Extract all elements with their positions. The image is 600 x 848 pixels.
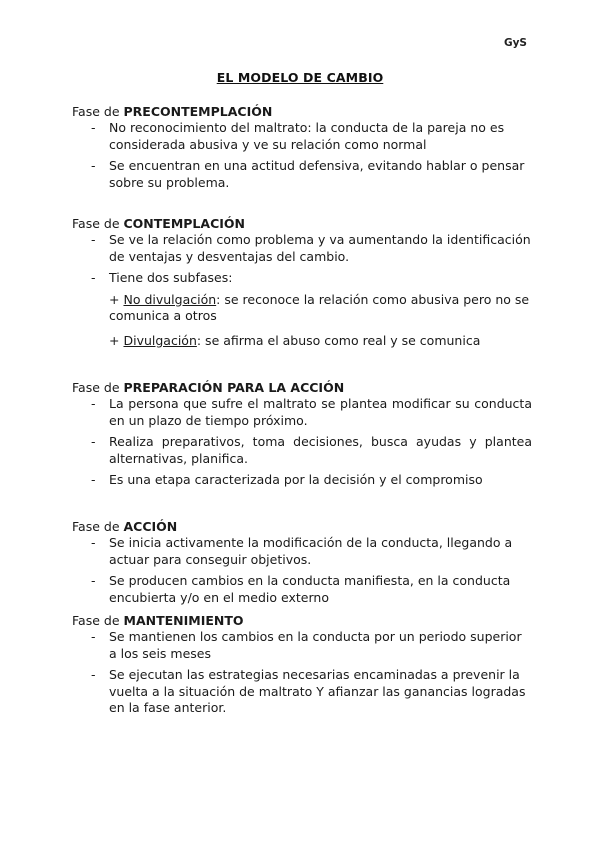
header-tag: GyS <box>503 37 527 49</box>
phase-heading <box>72 216 532 232</box>
subphase-marker: + <box>109 291 120 307</box>
list-item: - Se mantienen los cambios en la conducta por un periodo superior a los seis meses <box>72 629 532 662</box>
subphase-text: : se reconoce la relación como abusiva pero no se comunica a otros <box>109 291 530 323</box>
list-item: - Se inicia activamente la modificación de la conducta, llegando a actuar para conseguir objetivos. <box>72 535 532 568</box>
list-item: - Se producen cambios en la conducta manifiesta, en la conducta encubierta y/o en el medio externo <box>72 573 532 606</box>
phase-items <box>72 396 532 489</box>
phase-heading <box>72 104 532 120</box>
phase-precontemplacion <box>72 104 532 196</box>
list-item: - Realiza preparativos, toma decisiones, busca ayudas y plantea alternativas, planifica. <box>72 434 532 467</box>
list-item: - Es una etapa caracterizada por la decisión y el compromiso <box>72 472 532 489</box>
phase-prefix: Fase de <box>72 216 120 231</box>
phase-name: MANTENIMIENTO <box>123 613 244 628</box>
phase-prefix: Fase de <box>72 104 120 119</box>
phase-items <box>72 629 532 717</box>
phase-accion <box>72 519 532 611</box>
phase-name: ACCIÓN <box>123 519 178 534</box>
phase-mantenimiento <box>72 613 532 722</box>
phase-items <box>72 535 532 606</box>
phase-contemplacion <box>72 216 532 357</box>
phase-items <box>72 232 532 287</box>
phase-name: PREPARACIÓN PARA LA ACCIÓN <box>123 380 345 395</box>
subphase-item <box>72 292 532 325</box>
phase-prefix: Fase de <box>72 380 120 395</box>
phase-prefix: Fase de <box>72 613 120 628</box>
subphase-term: No divulgación <box>123 291 217 307</box>
phase-name: PRECONTEMPLACIÓN <box>123 104 273 119</box>
phase-heading <box>72 380 532 396</box>
document-title: EL MODELO DE CAMBIO <box>216 70 384 85</box>
subphase-text: : se afirma el abuso como real y se comunica <box>196 332 481 348</box>
list-item: - No reconocimiento del maltrato: la conducta de la pareja no es considerada abusiva y ve su relación como normal <box>72 120 532 153</box>
list-item: - Se encuentran en una actitud defensiva, evitando hablar o pensar sobre su problema. <box>72 158 532 191</box>
phase-prefix: Fase de <box>72 519 120 534</box>
subphase-term: Divulgación <box>123 332 197 348</box>
phase-preparacion <box>72 380 532 494</box>
list-item: - Tiene dos subfases: <box>72 270 532 287</box>
subphase-item <box>72 333 532 350</box>
phase-name: CONTEMPLACIÓN <box>123 216 245 231</box>
phase-items <box>72 120 532 191</box>
list-item: - Se ejecutan las estrategias necesarias encaminadas a prevenir la vuelta a la situación de maltrato Y afianzar las ganancias logradas en la fase anterior. <box>72 667 532 717</box>
phase-heading <box>72 613 532 629</box>
phase-heading <box>72 519 532 535</box>
list-item: - Se ve la relación como problema y va aumentando la identificación de ventajas y desventajas del cambio. <box>72 232 532 265</box>
subphase-marker: + <box>109 332 120 348</box>
list-item: - La persona que sufre el maltrato se plantea modificar su conducta en un plazo de tiempo próximo. <box>72 396 532 429</box>
